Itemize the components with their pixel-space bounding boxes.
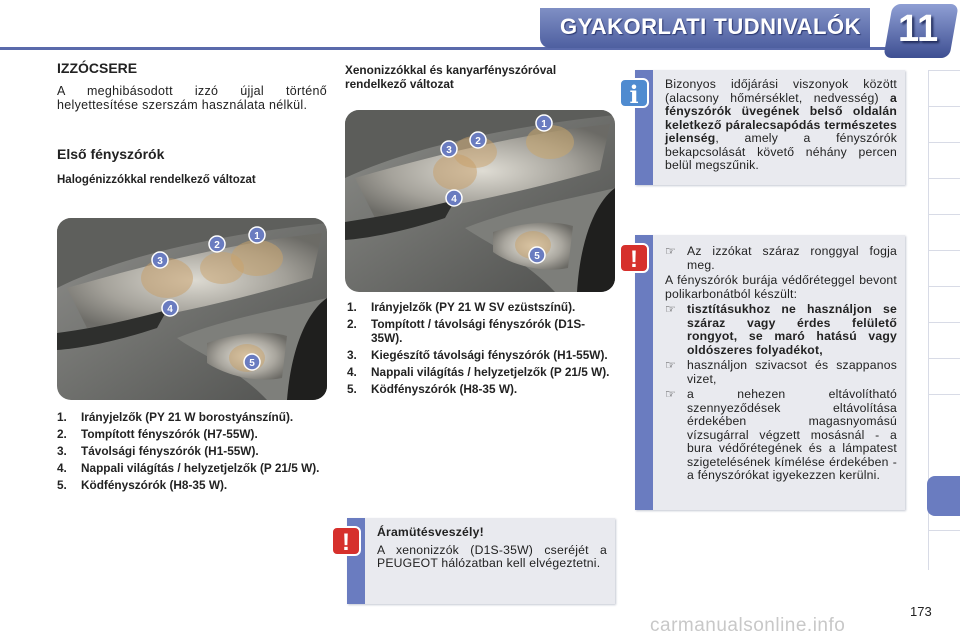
svg-text:2: 2: [214, 240, 220, 251]
intro-paragraph: A meghibásodott izzó újjal történő helyettesítése szerszám használata nélkül.: [57, 84, 327, 112]
warning-text: [653, 235, 905, 489]
svg-text:1: 1: [254, 231, 260, 242]
warning-icon: !: [619, 243, 649, 273]
info-box: [629, 70, 905, 185]
warning-icon: !: [331, 526, 361, 556]
xenon-headlamp-photo: [345, 110, 615, 292]
warning-paragraph: A fényszórók burája védőréteggel bevont polikarbonátból készült:: [665, 273, 897, 301]
pointing-hand-icon: ☞: [665, 244, 677, 258]
shock-text: Áramütésveszély! A xenonizzók (D1S-35W) cseréjét a PEUGEOT hálózatban kell elvégeztetni.: [377, 525, 607, 570]
chapter-tab[interactable]: [929, 322, 960, 358]
page-number: 173: [910, 604, 932, 619]
callout-2: [470, 132, 486, 148]
svg-text:5: 5: [249, 358, 255, 369]
chapter-tab[interactable]: [929, 286, 960, 322]
chapter-tab[interactable]: [929, 530, 960, 566]
info-icon: i: [619, 78, 649, 108]
bullet-item: ☞ tisztításukhoz ne használjon se száraz vagy érdes felülető rongyot, se maró hatású vagy oldószeres folyadékot,: [665, 302, 897, 357]
list-item: 4. Nappali világítás / helyzetjelzők (P 21/5 W).: [347, 365, 610, 379]
callout-3: [441, 141, 457, 157]
callout-5: [244, 354, 260, 370]
svg-text:1: 1: [541, 119, 547, 130]
info-text: Bizonyos időjárási viszonyok között (alacsony hőmérséklet, nedvesség) a fényszórók üvegének belső oldalán keletkező páralecsapódás természetes jelenség, amely a fényszórók bekapcsolását követő néhány percen belül megszűnik.: [665, 77, 897, 172]
svg-text:5: 5: [534, 251, 540, 262]
chapter-tab[interactable]: [929, 178, 960, 214]
list-item: 1. Irányjelzők (PY 21 W SV ezüstszínű).: [347, 300, 576, 314]
column-1: [57, 60, 327, 186]
shock-title: Áramütésveszély!: [377, 525, 484, 539]
chapter-tab[interactable]: [929, 142, 960, 178]
callout-3: [152, 252, 168, 268]
chapter-tab[interactable]: [929, 70, 960, 106]
chapter-tab[interactable]: [929, 250, 960, 286]
chapter-tab-active[interactable]: [927, 476, 960, 516]
xenon-variant-heading: Xenonizzókkal és kanyarfényszóróval rendelkező változat: [345, 63, 557, 91]
callout-2: [209, 236, 225, 252]
list-item: 4. Nappali világítás / helyzetjelzők (P 21/5 W).: [57, 461, 320, 475]
callout-1: [536, 115, 552, 131]
pointing-hand-icon: ☞: [665, 387, 677, 401]
svg-text:4: 4: [167, 304, 173, 315]
svg-text:3: 3: [157, 256, 163, 267]
watermark: carmanualsonline.info: [650, 615, 846, 636]
chapter-tab[interactable]: [929, 214, 960, 250]
svg-text:3: 3: [446, 145, 452, 156]
page-title: GYAKORLATI TUDNIVALÓK: [560, 14, 861, 39]
halogen-variant-heading: Halogénizzókkal rendelkező változat: [57, 174, 256, 186]
svg-text:4: 4: [451, 194, 457, 205]
list-item: 2. Tompított / távolsági fényszórók (D1S-35W).: [347, 317, 586, 345]
chapter-tabs: [928, 70, 960, 570]
subsection-title: Első fényszórók: [57, 146, 165, 162]
section-title: IZZÓCSERE: [57, 60, 138, 76]
bullet-item: ☞ használjon szivacsot és szappanos vizet,: [665, 358, 897, 386]
halogen-bulb-list: [57, 410, 327, 495]
callout-4: [446, 190, 462, 206]
chapter-tab[interactable]: [929, 358, 960, 394]
shock-warning-box: [342, 518, 615, 604]
pointing-hand-icon: ☞: [665, 302, 677, 316]
svg-text:2: 2: [475, 136, 481, 147]
chapter-tab[interactable]: [929, 394, 960, 430]
callout-1: [249, 227, 265, 243]
list-item: 1. Irányjelzők (PY 21 W borostyánszínű).: [57, 410, 294, 424]
list-item: 5. Ködfényszórók (H8-35 W).: [347, 382, 518, 396]
bullet-item: ☞ Az izzókat száraz ronggyal fogja meg.: [665, 244, 897, 272]
list-item: 3. Távolsági fényszórók (H1-55W).: [57, 444, 259, 458]
xenon-bulb-list: [347, 300, 612, 399]
pointing-hand-icon: ☞: [665, 358, 677, 372]
list-item: 2. Tompított fényszórók (H7-55W).: [57, 427, 258, 441]
callout-5: [529, 247, 545, 263]
list-item: 5. Ködfényszórók (H8-35 W).: [57, 478, 228, 492]
halogen-headlamp-photo: [57, 218, 327, 400]
bullet-item: ☞ a nehezen eltávolítható szennyeződések eltávolítása érdekében magasnyomású vízsugárral végzett mosásnál - a bura védőrétegének és a lámpatest szigetelésének kímélése érdekében - a fényszórókat igyekezzen kerülni.: [665, 387, 897, 482]
warning-box: [630, 235, 905, 510]
chapter-tab[interactable]: [929, 106, 960, 142]
callout-4: [162, 300, 178, 316]
page-header: [0, 0, 960, 52]
list-item: 3. Kiegészítő távolsági fényszórók (H1-55W).: [347, 348, 608, 362]
chapter-number: 11: [898, 8, 939, 50]
